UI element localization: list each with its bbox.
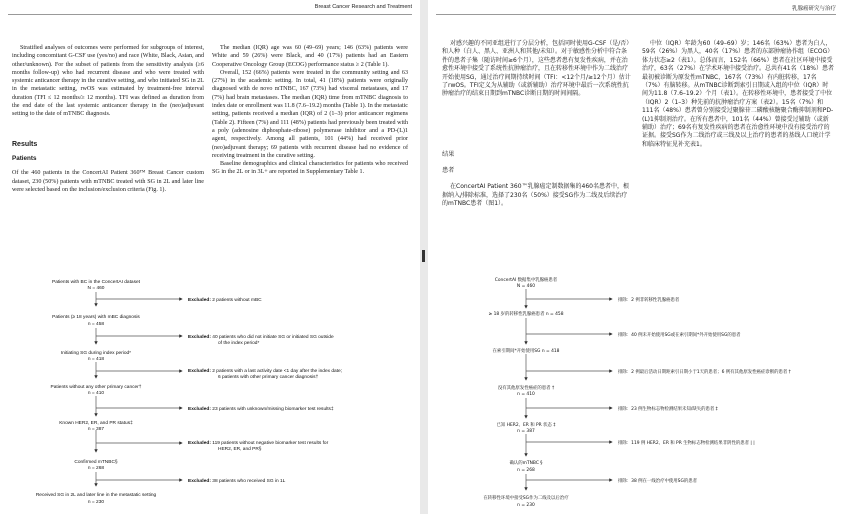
exclusion-6 [188,478,286,484]
flow-step-1-n: N = 460 [87,286,105,291]
zh-results-heading: 结果 [442,150,455,158]
zh-exclusion-3: 排除：2 例最后活动日期距索引日期小于1天的患者；6 例有其他原发性癌症诊断的患者 † [618,370,791,375]
demographics-paragraph: The median (IQR) age was 60 (49–69) years; 146 (63%) patients were White and 59 (26%) were Black, and 40 (17%) patients had an Eastern Cooperative Oncology Group (ECOG) performance status ≥ 2 (Table 1). [212,45,408,68]
zh-flow-step-3: 在索引期间*开始使用SG n = 418 [492,349,560,354]
zh-flow-step-6-n: n = 268 [517,468,535,473]
consort-flow-diagram [0,0,420,514]
flow-step-3: Initiating SG during index period* [60,351,132,356]
zh-flow-step-1: ConcertAI 数据集中乳腺癌患者 [494,278,558,283]
results-heading: Results [12,140,38,148]
flow-step-6-n: n = 268 [87,466,105,471]
exclusion-2-line2: of the index period* [218,341,260,346]
baseline-paragraph: Baseline demographics and clinical characteristics for patients who received SG in the 2L or in 3L+ are reported in Supplementary Table 1. [212,161,408,176]
flow-step-5: Known HER2, ER, and PR status‡ [59,421,133,426]
flow-step-5-n: n = 387 [87,427,105,432]
running-head-zh: 乳腺癌研究与治疗 [791,6,836,12]
flow-step-7-n: n = 230 [87,500,105,505]
zh-flow-step-6: 确认的mTNBC § [509,461,543,466]
exclusion-3-prefix: Excluded: [188,369,211,374]
zh-patients-heading: 患者 [442,167,455,175]
patients-selection-paragraph: Of the 460 patients in the ConcertAI Patient 360™ Breast Cancer custom dataset, 230 (50%) patients with mTNBC treated with SG in 2L and later line were selected based on the inclusion/exclusion criteria (Fig. 1). [12,170,204,193]
exclusion-5-prefix: Excluded: [188,441,211,446]
zh-flow-step-4: 没有其他原发性癌症的患者 † [497,386,555,391]
exclusion-2 [188,334,334,340]
flow-step-4-n: n = 410 [87,391,105,396]
zh-flow-step-5: 已知 HER2、ER 和 PR 状态 ‡ [496,423,556,428]
exclusion-5-line2: HER2, ER, and PR§ [218,447,262,452]
exclusion-2-text: 40 patients who did not initiate SG or initiated SG outside [212,335,334,340]
zh-exclusion-5: 排除：119 例 HER2、ER 和 PR 生物标志物检测结果非阴性的患者 | | [618,441,755,446]
zh-exclusion-6: 排除：38 例在一线治疗中使用SG的患者 [618,479,698,484]
flow-step-6: Confirmed mTNBC§ [74,460,118,465]
exclusion-4-text: 23 patients with unknown/missing biomarker test results‡ [212,407,334,412]
zh-patients-paragraph: 在ConcertAI Patient 360™乳腺癌定制数据集的460名患者中，根据纳入/排除标准，选择了230名（50%）接受SG作为二线及后续治疗的mTNBC患者（图1）。 [442,183,629,208]
zh-flow-step-4-n: n = 410 [517,392,535,397]
patients-heading: Patients [12,154,37,162]
stratified-analysis-paragraph: Stratified analyses of outcomes were performed for subgroups of interest, including concomitant G-CSF use (yes/no) and race (White, Black, Asian, and other/unknown). For the subset of patients from the sensitivity analysis (≥6 months follow-up) who had recurrent disease and who were treated with systemic anticancer therapy in the curative setting, and who initiated SG in 2L in the metastatic setting, rwOS was estimated by treatment-free interval duration (TFI ≤ 12 months/≥ 12 months). TFI was defined as duration from the end date of the last systemic anticancer therapy in the (neo)adjuvant setting to the date of mTNBC diagnosis. [12,45,204,118]
english-page [0,0,420,514]
exclusion-6-text: 38 patients who received SG in 1L [212,479,286,484]
exclusion-1 [188,297,262,303]
zh-exclusion-2: 排除：40 例未开始使用SG或在索引期间*外开始使用SG的患者 [618,333,741,338]
exclusion-3-text: 2 patients with a last activity date <1 day after the index date; [212,369,343,374]
exclusion-3-line2: 6 patients with other primary cancer diagnosis† [218,375,319,380]
exclusion-4 [188,406,334,412]
chinese-page [428,0,844,514]
page-divider-handle[interactable] [422,250,425,262]
zh-flow-step-5-n: n = 387 [517,429,535,434]
treatment-setting-paragraph: Overall, 152 (66%) patients were treated in the community setting and 63 (27%) in the academic setting. In total, 41 (18%) patients were originally diagnosed with de novo mTNBC, 167 (73%) had visceral metastases, and 17 (7%) had brain metastases. The median (IQR) time from mTNBC diagnosis to index date or enrollment was 11.8 (7.6–19.2) months (Table 1). In the metastatic setting, patients received a median (IQR) of 2 (1–3) prior anticancer regimens (Table 2). Fifteen (7%) and 111 (48%) patients had previously been treated with a poly (adenosine diphosphate-ribose) polymerase inhibitor and a PD-(L)1 agent, respectively. Among all patients, 101 (44%) had received prior (neo)adjuvant therapy; 69 patients with recurrent disease had no evidence of receiving treatment in the curative setting. [212,69,408,159]
flow-step-7: Received SG in 2L and later line in the metastatic setting [35,493,157,498]
exclusion-1-prefix: Excluded: [188,298,211,303]
zh-demographics-paragraph: 中位（IQR）年龄为60（49–69）岁；146名（63%）患者为白人，59名（26%）为黑人，40名（17%）患者的东部肿瘤协作组（ECOG）体力状态≥2（表1）。总体而言，152名（66%）患者在社区环境中接受治疗，63名（27%）在学术环境中接受治疗。总共有41名（18%）患者最初被诊断为原发性mTNBC，167名（73%）有内脏转移，17名（7%）有脑转移。从mTNBC诊断到索引日期或入组的中位（IQR）时间为11.8（7.6–19.2）个月（表1）。在转移性环境中，患者接受了中位（IQR）2（1–3）种先前的抗肿瘤治疗方案（表2）。15名（7%）和111名（48%）患者曾分别接受过聚腺苷二磷酸核糖聚合酶抑制剂和PD-(L)1抑制剂治疗。在所有患者中，101名（44%）曾接受过辅助（或新辅助）治疗；69名有复发性疾病的患者在治愈性环境中没有接受治疗的证据。接受SG作为二线治疗或三线及以上治疗的患者的基线人口统计学和临床特征见补充表1。 [642,40,834,148]
zh-flow-step-1-n: N = 460 [516,284,536,289]
zh-flow-step-7: 在转移性环境中接受SG作为二线及以后治疗 [483,496,569,501]
zh-exclusion-4: 排除：23 例生物标志物检测结果未知/缺失的患者 ‡ [618,407,718,412]
exclusion-2-prefix: Excluded: [188,335,211,340]
running-head: Breast Cancer Research and Treatment [314,4,412,10]
exclusion-3 [188,368,342,374]
consort-flow-diagram-zh [428,0,844,514]
exclusion-1-text: 2 patients without mBC [212,298,262,303]
exclusion-5-text: 119 patients without negative biomarker test results for [212,441,329,446]
exclusion-4-prefix: Excluded: [188,407,211,412]
zh-flow-step-7-n: n = 230 [517,503,535,508]
zh-stratified-paragraph: 对感兴趣的不同亚组进行了分层分析，包括同时使用G-CSF（是/否）和人种（白人、黑人、亚洲人和其他/未知）。对于敏感性分析中符合条件的患者子集（随访时间≥6个月），这些患者患有复发性疾病，并在治愈性环境中接受了系统性抗肿瘤治疗，且在转移性环境中作为二线治疗开始使用SG，通过治疗间期持续时间（TFI：<12个月/≥12个月）估计了rwOS。TFI定义为从辅助（或新辅助）治疗环境中最后一次系统性抗肿瘤治疗的结束日期到mTNBC诊断日期的时间间隔。 [442,40,631,98]
flow-step-2-n: n = 458 [87,322,105,327]
zh-flow-step-2: ≥ 18 岁的转移性乳腺癌患者 n = 458 [488,312,564,317]
flow-step-2: Patients (≥ 18 years) with mBC diagnosis [52,315,140,320]
flow-step-4: Patients without any other primary cancer† [50,385,142,390]
exclusion-5 [188,440,329,446]
flow-step-3-n: n = 418 [87,357,105,362]
flow-step-1: Patients with BC in the ConcertAI dataset [52,280,140,285]
zh-exclusion-1: 排除：2 例非转移性乳腺癌患者 [618,298,680,303]
exclusion-6-prefix: Excluded: [188,479,211,484]
